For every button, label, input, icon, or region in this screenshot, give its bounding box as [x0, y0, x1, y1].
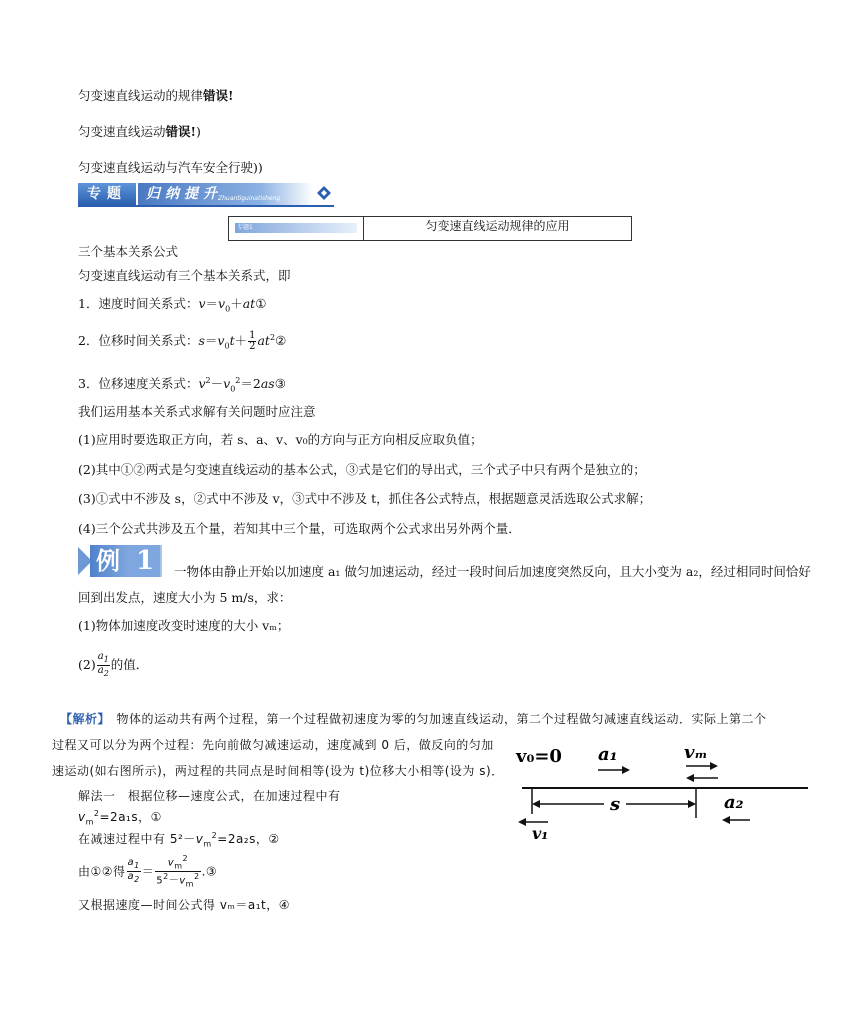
topic-table-title: 匀变速直线运动规律的应用 [425, 219, 570, 233]
section-intro: 匀变速直线运动有三个基本关系式，即 [78, 268, 291, 283]
example-badge-label: 例 [90, 545, 162, 577]
note-1: (1)应用时要选取正方向，若 s、a、v、v₀的方向与正方向相反应取负值； [78, 432, 483, 447]
formula-2: 2．位移时间关系式：$s=v_0t+$ $\frac{1}{2}$ $at^2②$ [78, 330, 287, 353]
solution-eq-3: 由①②得 $\frac{a_1}{a_2}$ ＝ $\frac{v_m^2}{5^2-v_m^2}$ .③ [78, 854, 218, 889]
banner-label-left: 专题 [78, 183, 136, 205]
arrow-vm [686, 762, 718, 770]
example-badge-number: 1 [130, 545, 160, 577]
note-3: (3)①式中不涉及 s，②式中不涉及 v，③式中不涉及 t，抓住各公式特点，根据题意灵活选取公式求解； [78, 491, 652, 506]
note-4: (4)三个公式共涉及五个量，若知其中三个量，可选取两个公式求出另外两个量． [78, 521, 521, 536]
solution-eq-2: 在减速过程中有 $5^2-v_m^2=2a_2s$，② [78, 831, 280, 849]
label-s: s [610, 794, 621, 815]
diamond-arrow-icon [316, 185, 332, 201]
section-title: 三个基本关系公式 [78, 244, 179, 259]
note-2: (2)其中①②两式是匀变速直线运动的基本公式，③式是它们的导出式，三个式子中只有两个是独立的； [78, 462, 646, 477]
solution-method: 解法一 根据位移—速度公式，在加速过程中有 [78, 789, 341, 803]
arrow-v-back [686, 774, 718, 782]
label-a2: a₂ [724, 792, 744, 813]
formula-1: 1．速度时间关系式：$v=v_0+at①$ [78, 296, 267, 314]
solution-eq-4: 又根据速度—时间公式得 vₘ＝a₁t，④ [78, 898, 291, 912]
example-badge [78, 545, 162, 577]
example-question-2: (2) $\frac{a_1}{a_2}$ 的值． [78, 651, 149, 678]
formula-3: 3．位移速度关系式：$v^2-v_0^2=2as③$ [78, 376, 286, 394]
heading-line-2: 匀变速直线运动错误!) [78, 124, 201, 139]
example-question-1: (1)物体加速度改变时速度的大小 vₘ； [78, 618, 290, 633]
solution-line-1: 【解析】 物体的运动共有两个过程，第一个过程做初速度为零的匀加速直线运动，第二个过程做匀减速直线运动．实际上第二个 [60, 712, 767, 726]
arrow-a2 [722, 816, 750, 824]
motion-diagram [510, 738, 810, 842]
note-title: 我们运用基本关系式求解有关问题时应注意 [78, 404, 316, 419]
topic-table [228, 216, 632, 241]
label-vm: vₘ [684, 742, 708, 763]
label-v0: v₀=0 [516, 746, 562, 767]
banner-underline [78, 205, 334, 207]
example-question-line-2: 回到出发点，速度大小为 5 m/s，求： [78, 590, 292, 605]
label-a1: a₁ [598, 744, 618, 765]
heading-line-3: 匀变速直线运动与汽车安全行驶)) [78, 160, 263, 175]
topic-banner [78, 183, 334, 207]
label-v1: v₁ [532, 824, 549, 842]
solution-line-3: 速运动(如右图所示)，两过程的共同点是时间相等(设为 t)位移大小相等(设为 s)． [52, 764, 504, 778]
topic-tag-label: 专题1 [237, 224, 253, 231]
heading-line-1: 匀变速直线运动的规律错误! [78, 88, 234, 103]
solution-line-2: 过程又可以分为两个过程：先向前做匀减速运动，速度减到 0 后，做反向的匀加 [52, 738, 494, 752]
arrow-a1 [598, 766, 630, 774]
example-question-line-1: 一物体由静止开始以加速度 a₁ 做匀加速运动，经过一段时间后加速度突然反向，且大小变为 a₂，经过相同时间恰好 [174, 564, 811, 579]
solution-eq-1: $v_m^2=2a_1s$，① [78, 809, 162, 827]
banner-label-right: 归纳提升 [138, 183, 313, 205]
topic-tag [235, 223, 357, 233]
banner-pinyin: Zhuantiguinatisheng [218, 195, 281, 202]
topic-table-tag-cell [229, 217, 364, 240]
